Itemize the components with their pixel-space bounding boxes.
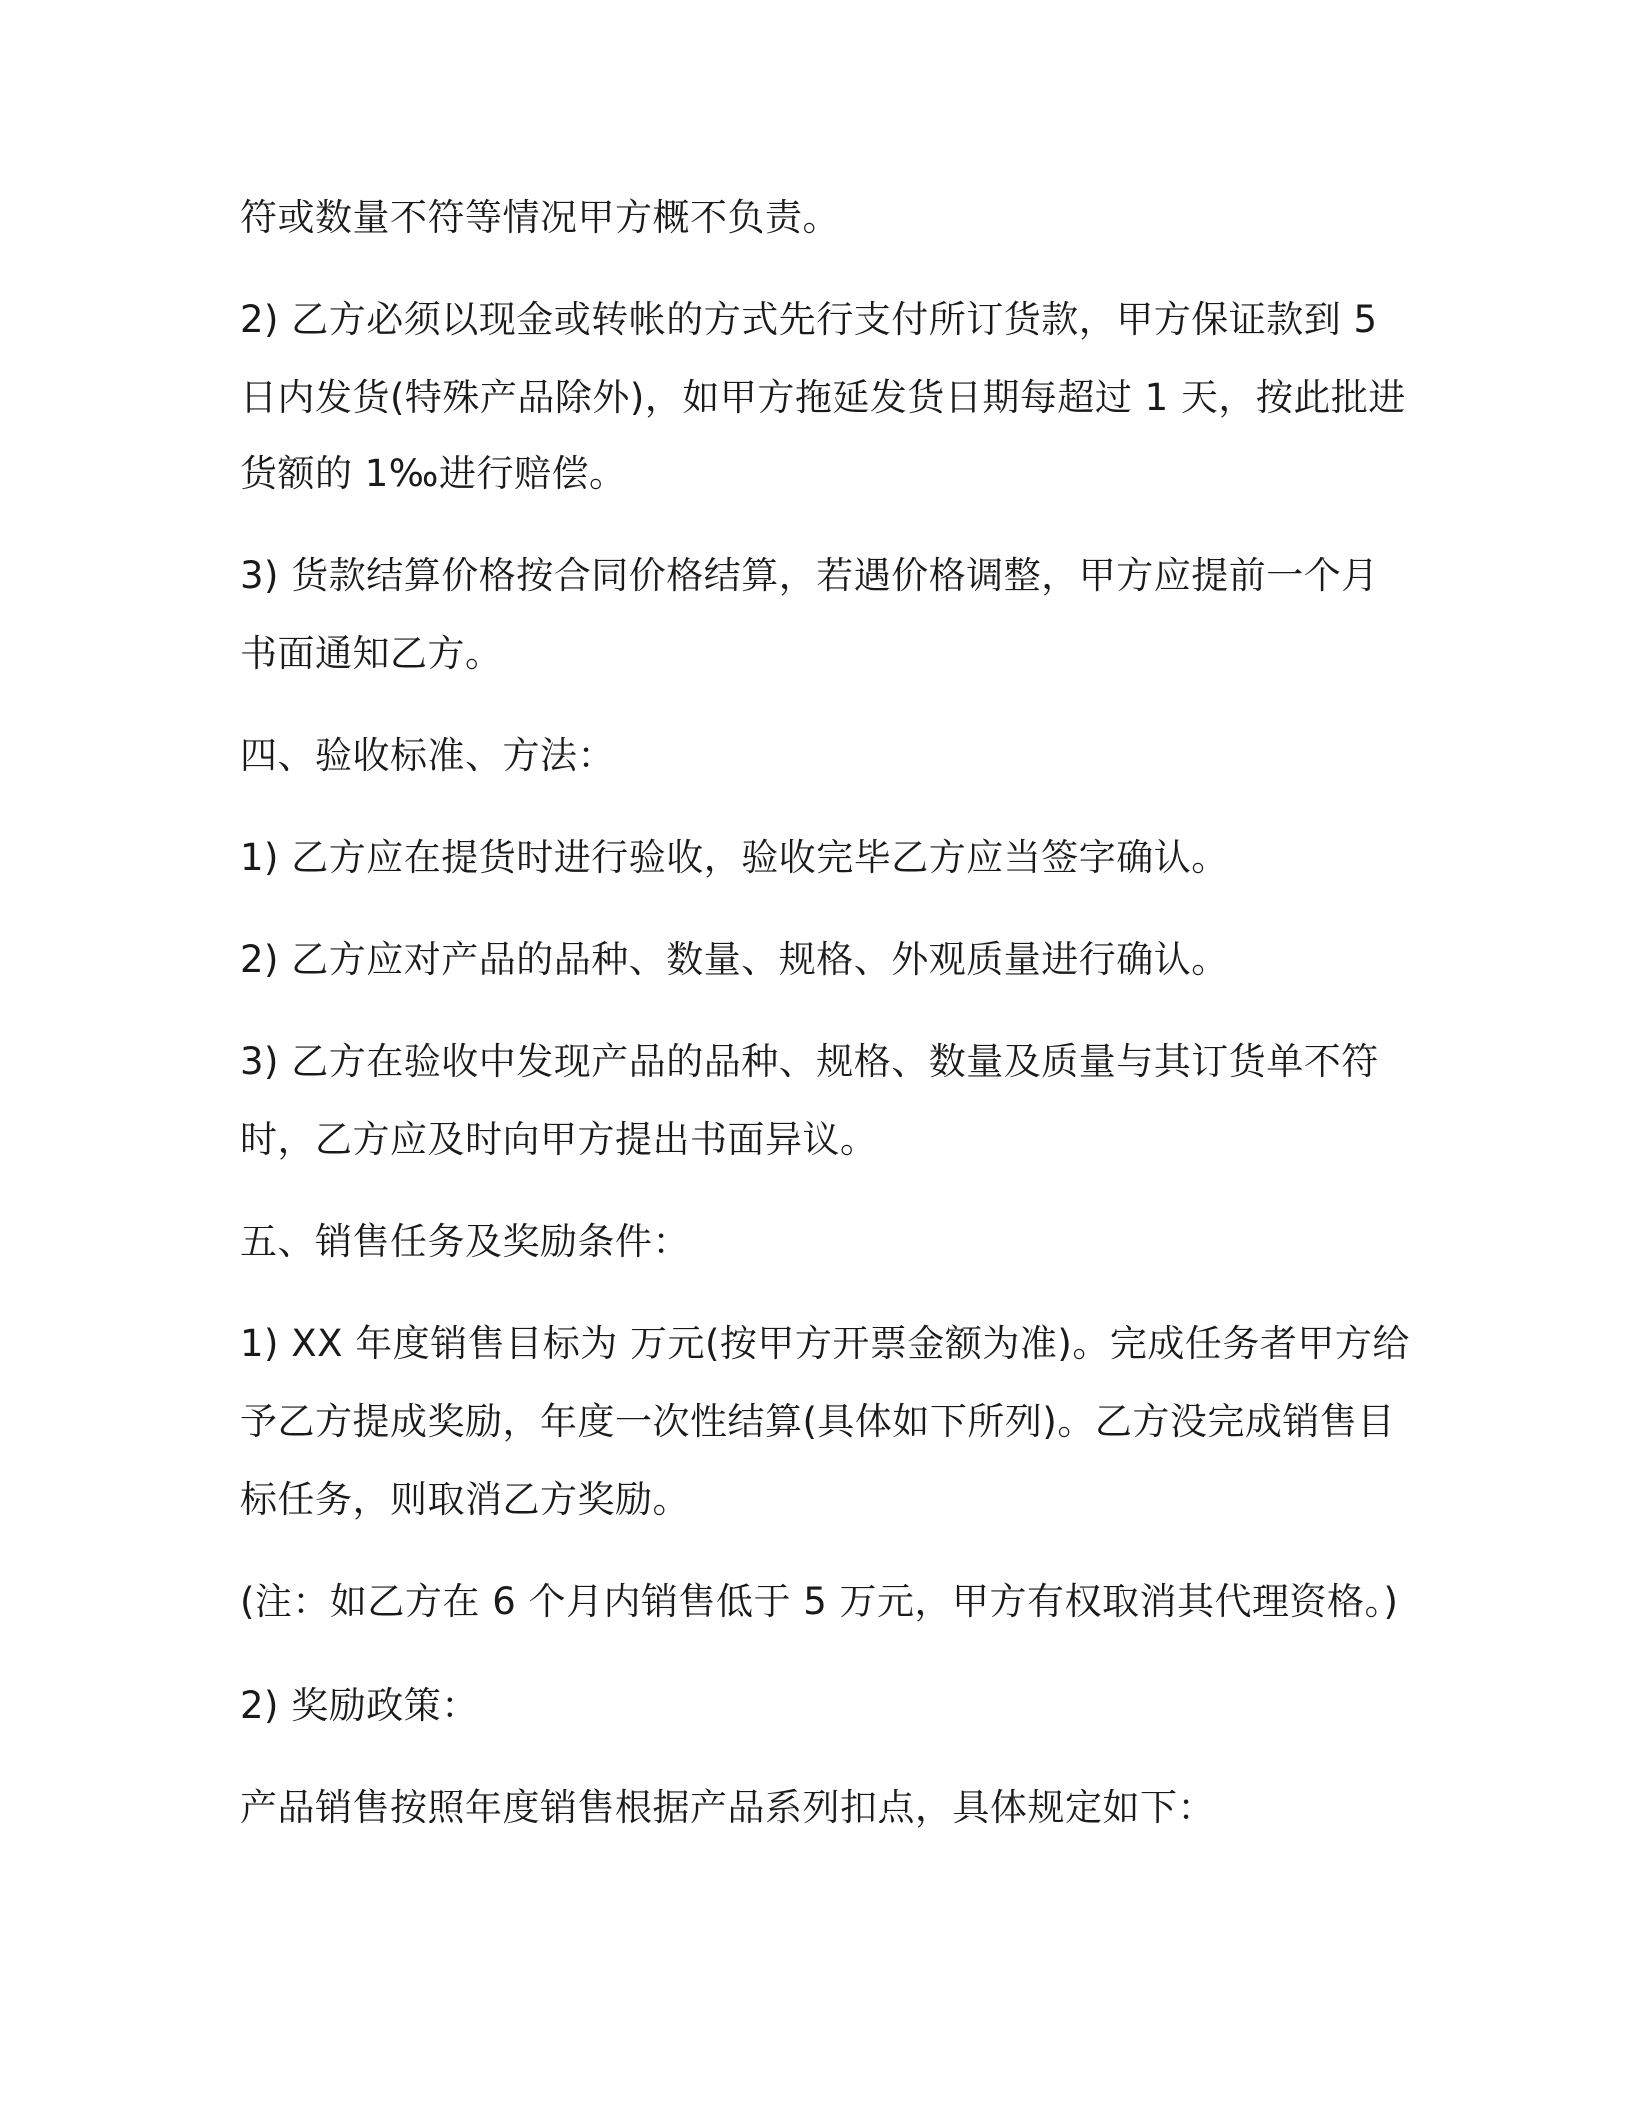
text-line: 时，乙方应及时向甲方提出书面异议。 (240, 1118, 878, 1161)
text-line: 日内发货(特殊产品除外)，如甲方拖延发货日期每超过 1 天，按此批进 (240, 376, 1406, 419)
section-heading: 四、验收标准、方法： (240, 734, 615, 777)
text-line: (注：如乙方在 6 个月内销售低于 5 万元，甲方有权取消其代理资格。) (240, 1580, 1399, 1623)
text-line: 予乙方提成奖励，年度一次性结算(具体如下所列)。乙方没完成销售目 (240, 1400, 1395, 1443)
text-line: 1) XX 年度销售目标为 万元(按甲方开票金额为准)。完成任务者甲方给 (240, 1322, 1410, 1365)
text-line: 2) 乙方必须以现金或转帐的方式先行支付所订货款，甲方保证款到 5 (240, 298, 1378, 341)
text-line: 标任务，则取消乙方奖励。 (240, 1478, 690, 1521)
text-line: 产品销售按照年度销售根据产品系列扣点，具体规定如下： (240, 1786, 1215, 1829)
text-line: 1) 乙方应在提货时进行验收，验收完毕乙方应当签字确认。 (240, 836, 1229, 879)
text-line: 符或数量不符等情况甲方概不负责。 (240, 196, 840, 239)
text-line: 3) 乙方在验收中发现产品的品种、规格、数量及质量与其订货单不符 (240, 1040, 1379, 1083)
text-line: 3) 货款结算价格按合同价格结算，若遇价格调整，甲方应提前一个月 (240, 554, 1379, 597)
text-line: 书面通知乙方。 (240, 632, 503, 675)
text-line: 2) 乙方应对产品的品种、数量、规格、外观质量进行确认。 (240, 938, 1229, 981)
section-heading: 五、销售任务及奖励条件： (240, 1220, 690, 1263)
text-line: 货额的 1‰进行赔偿。 (240, 452, 627, 495)
text-line: 2) 奖励政策： (240, 1684, 479, 1727)
